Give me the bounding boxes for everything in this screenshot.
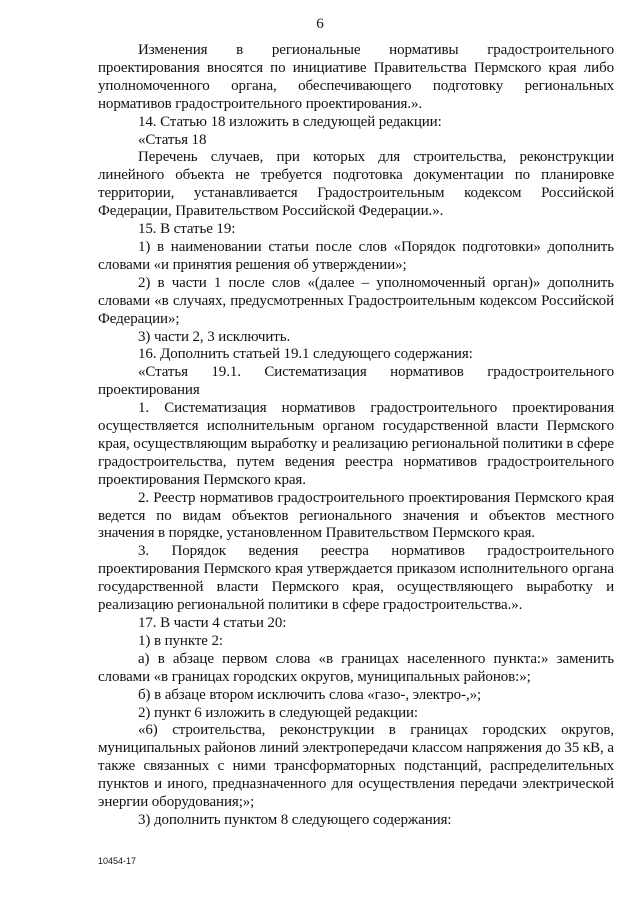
- document-body: [98, 42, 614, 830]
- paragraph: 1) в наименовании статьи после слов «Порядок подготовки» дополнить словами «и принятия решения об утверждении»;: [98, 238, 614, 273]
- paragraph: «Статья 18: [138, 131, 207, 148]
- paragraph: 2. Реестр нормативов градостроительного проектирования Пермского края ведется по видам объектов регионального значения и объектов местного значения в порядке, установленном Правительством Пермского края.: [98, 489, 614, 542]
- paragraph: а) в абзаце первом слова «в границах населенного пункта:» заменить словами «в границах городских округов, муниципальных районов:»;: [98, 650, 614, 685]
- paragraph: 3) дополнить пунктом 8 следующего содержания:: [138, 811, 452, 828]
- document-code: 10454-17: [98, 856, 137, 866]
- paragraph: 2) в части 1 после слов «(далее – уполномоченный орган)» дополнить словами «в случаях, предусмотренных Градостроительным кодексом Российской Федерации»;: [98, 274, 614, 327]
- paragraph: 14. Статью 18 изложить в следующей редакции:: [138, 113, 442, 130]
- paragraph: 1. Систематизация нормативов градостроительного проектирования осуществляется исполнительным органом государственной власти Пермского края, осуществляющим выработку и реализацию региональной политики в сфере градостроительства, путем ведения реестра нормативов градостроительного проектирования Пермского края.: [98, 400, 614, 488]
- paragraph: 3. Порядок ведения реестра нормативов градостроительного проектирования Пермского края утверждается приказом исполнительного органа государственной власти Пермского края, осуществляющего выработку и реализацию региональной политики в сфере градостроительства.».: [98, 543, 614, 614]
- paragraph: «Статья 19.1. Систематизация нормативов градостроительного проектирования: [98, 364, 614, 399]
- paragraph: 1) в пункте 2:: [138, 632, 223, 649]
- paragraph: Перечень случаев, при которых для строительства, реконструкции линейного объекта не требуется подготовка документации по планировке территории, устанавливается Градостроительным кодексом Российской Федерации, Правительством Российской Федерации.».: [98, 149, 614, 220]
- page-number: 6: [316, 16, 324, 32]
- paragraph: Изменения в региональные нормативы градостроительного проектирования вносятся по инициативе Правительства Пермского края либо уполномоченного органа, обеспечивающего подготовку региональных нормативов градостроительного проектирования.».: [98, 42, 614, 112]
- paragraph: б) в абзаце втором исключить слова «газо-, электро-,»;: [138, 686, 482, 703]
- paragraph: 3) части 2, 3 исключить.: [138, 328, 291, 345]
- paragraph: 15. В статье 19:: [138, 221, 236, 238]
- paragraph: 17. В части 4 статьи 20:: [138, 615, 287, 631]
- paragraph: «6) строительства, реконструкции в границах городских округов, муниципальных районов линий электропередачи классом напряжения до 35 кВ, а также связанных с ними трансформаторных подстанций, распределительных пунктов и иного, предназначенного для осуществления передачи электрической энергии оборудования;»;: [98, 722, 614, 811]
- paragraph: 2) пункт 6 изложить в следующей редакции:: [138, 704, 418, 721]
- paragraph: 16. Дополнить статьей 19.1 следующего содержания:: [138, 346, 473, 363]
